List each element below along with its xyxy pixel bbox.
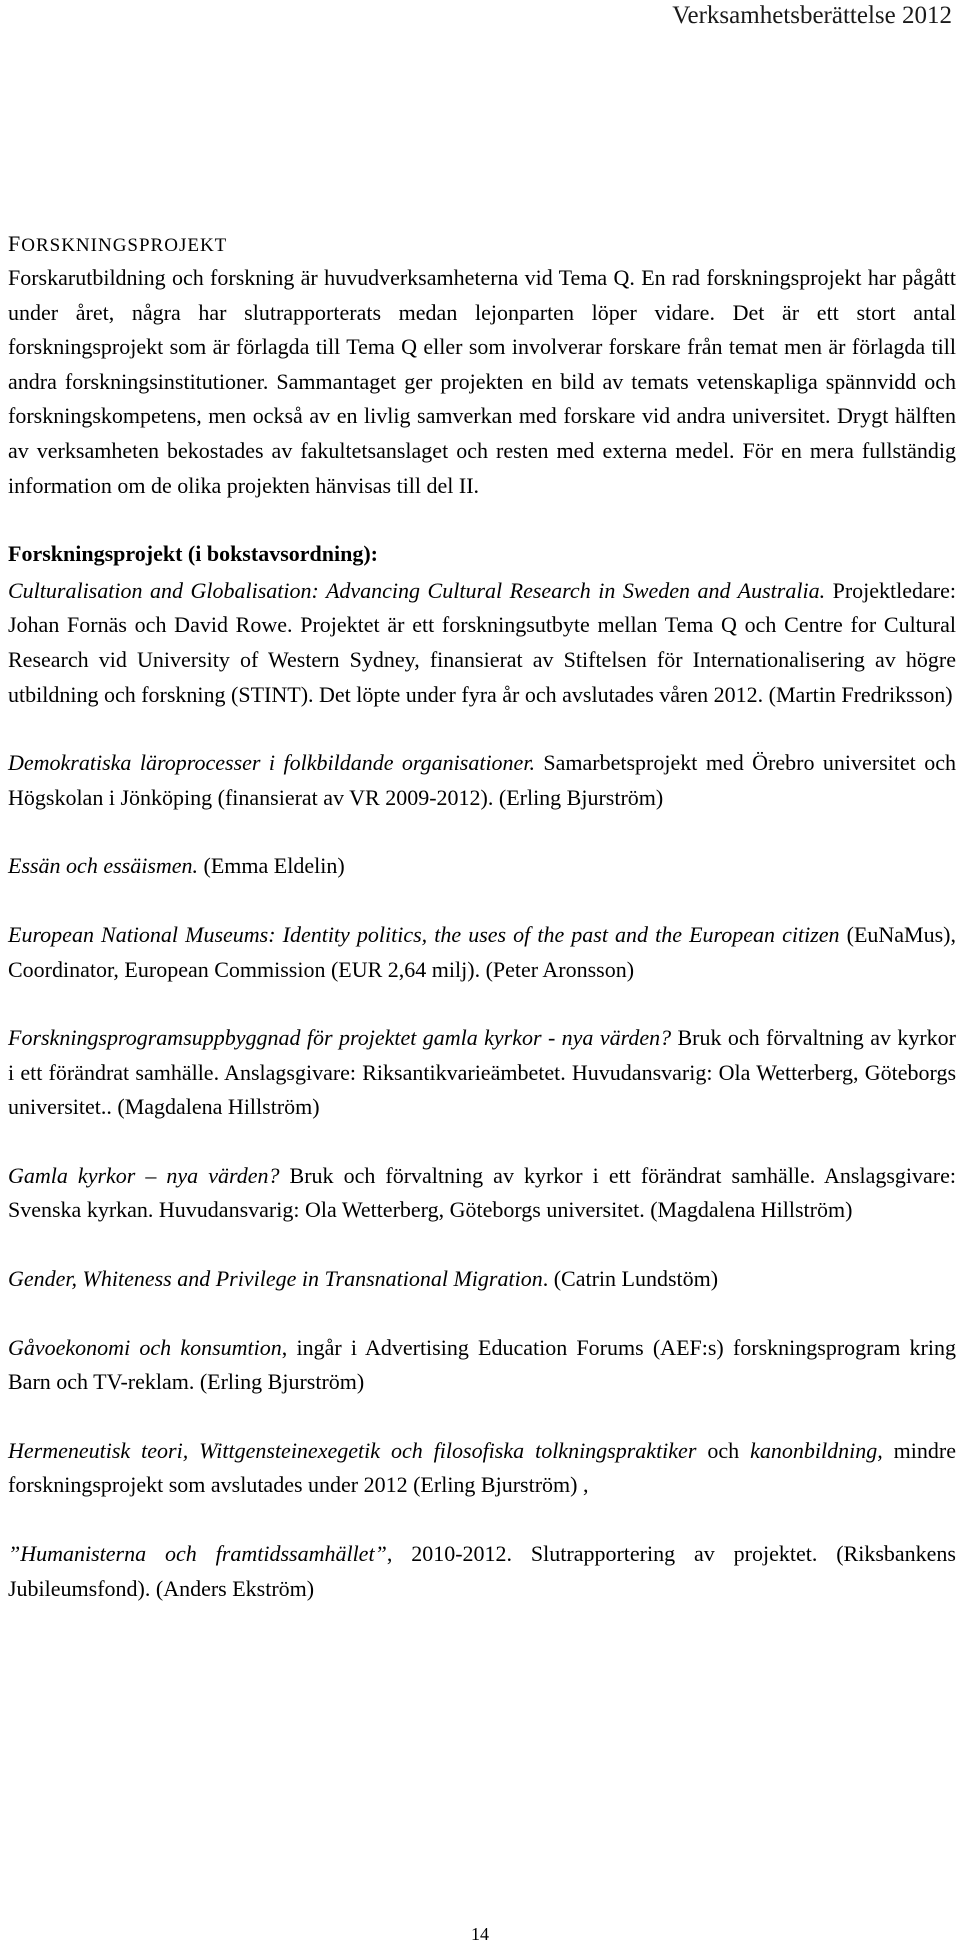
project-text: Bruk och förvaltning av kyrkor i ett förändrat samhälle. Anslagsgivare: Svenska kyrkan. Huvudansvarig: Ola Wetterberg, Göteborgs universitet. (Magdalena Hillström) (8, 1162, 956, 1223)
project-entry-4 (8, 918, 956, 987)
project-text: Samarbetsprojekt med Örebro universitet och Högskolan i Jönköping (finansierat av VR 2009-2012). (Erling Bjurström) (8, 750, 956, 810)
project-entry-9 (8, 1434, 956, 1503)
section-title (8, 232, 956, 258)
project-entry-7 (8, 1262, 956, 1297)
page-number: 14 (471, 1924, 489, 1944)
project-entry-5 (8, 1021, 956, 1125)
project-text: Projektledare: Johan Fornäs och David Rowe. Projektet är ett forskningsutbyte mellan Tema Q och Centre for Cultural Research vid University of Western Sydney, finansierat av Stiftelsen för Internationalisering av högre utbildning och forskning (STINT). Det löpte under fyra år och avslutades våren 2012. (Martin Fredriksson) (8, 577, 956, 707)
project-title: Demokratiska läroprocesser i folkbildande organisationer. (8, 750, 535, 776)
intro-paragraph: Forskarutbildning och forskning är huvudverksamheterna vid Tema Q. En rad forskningsprojekt har pågått under året, några har slutrapporterats medan lejonparten löper vidare. Det är ett stort antal forskningsprojekt som är förlagda till Tema Q eller som involverar forskare från temat men är förlagda till andra forskningsinstitutioner. Sammantaget ger projekten en bild av temats vetenskapliga spännvidd och forskningskompetens, men också av en livlig samverkan med forskare vid andra universitet. Drygt hälften av verksamheten bekostades av fakultetsanslaget och resten med externa medel. För en mera fullständig information om de olika projekten hänvisas till del II. (8, 265, 956, 498)
project-entry-10 (8, 1537, 956, 1606)
project-text: , 2010-2012. Slutrapportering av projektet. (Riksbankens Jubileumsfond). (Anders Ekström) (8, 1541, 956, 1601)
project-text: och (696, 1437, 751, 1463)
project-title-continued: kanonbildning, (750, 1437, 883, 1463)
project-title: Essän och essäismen. (8, 853, 199, 879)
project-entry-6 (8, 1159, 956, 1228)
running-header: Verksamhetsberättelse 2012 (672, 2, 952, 29)
project-text: . (Catrin Lundstöm) (542, 1266, 719, 1292)
project-entry-2 (8, 746, 956, 815)
project-title: Gåvoekonomi och konsumtion (8, 1334, 282, 1360)
project-text: (Emma Eldelin) (198, 853, 345, 879)
project-title: European National Museums: Identity politics, the uses of the past and the European citizen (8, 921, 840, 947)
project-title: Gender, Whiteness and Privilege in Transnational Migration (8, 1266, 543, 1292)
project-entry-3 (8, 849, 956, 884)
project-title: Hermeneutisk teori, Wittgensteinexegetik och filosofiska tolkningspraktiker (8, 1437, 697, 1463)
section-title-initial: F (8, 231, 22, 256)
project-text: Bruk och förvaltning av kyrkor i ett förändrat samhälle. Anslagsgivare: Riksantikvarieämbetet. Huvudansvarig: Ola Wetterberg, Göteborgs universitet.. (Magdalena Hillström) (8, 1025, 957, 1120)
page-body (8, 232, 956, 1606)
project-title: Gamla kyrkor – nya värden? (8, 1162, 280, 1188)
project-text-continued: mindre forskningsprojekt som avslutades under 2012 (Erling Bjurström) , (8, 1437, 956, 1498)
project-text: , ingår i Advertising Education Forums (AEF:s) forskningsprogram kring Barn och TV-reklam. (Erling Bjurström) (8, 1334, 956, 1395)
project-title: Forskningsprogramsuppbyggnad för projektet gamla kyrkor - nya värden? (8, 1025, 672, 1051)
project-title: ”Humanisterna och framtidssamhället” (8, 1541, 387, 1567)
project-text: (EuNaMus), Coordinator, European Commission (EUR 2,64 milj). (Peter Aronsson) (8, 921, 956, 982)
project-entry-8 (8, 1331, 956, 1400)
section-title-rest: ORSKNINGSPROJEKT (21, 235, 228, 256)
project-entry-1 (8, 574, 956, 712)
project-title: Culturalisation and Globalisation: Advancing Cultural Research in Sweden and Australia. (8, 577, 826, 603)
subheading: Forskningsprojekt (i bokstavsordning): (8, 541, 378, 567)
